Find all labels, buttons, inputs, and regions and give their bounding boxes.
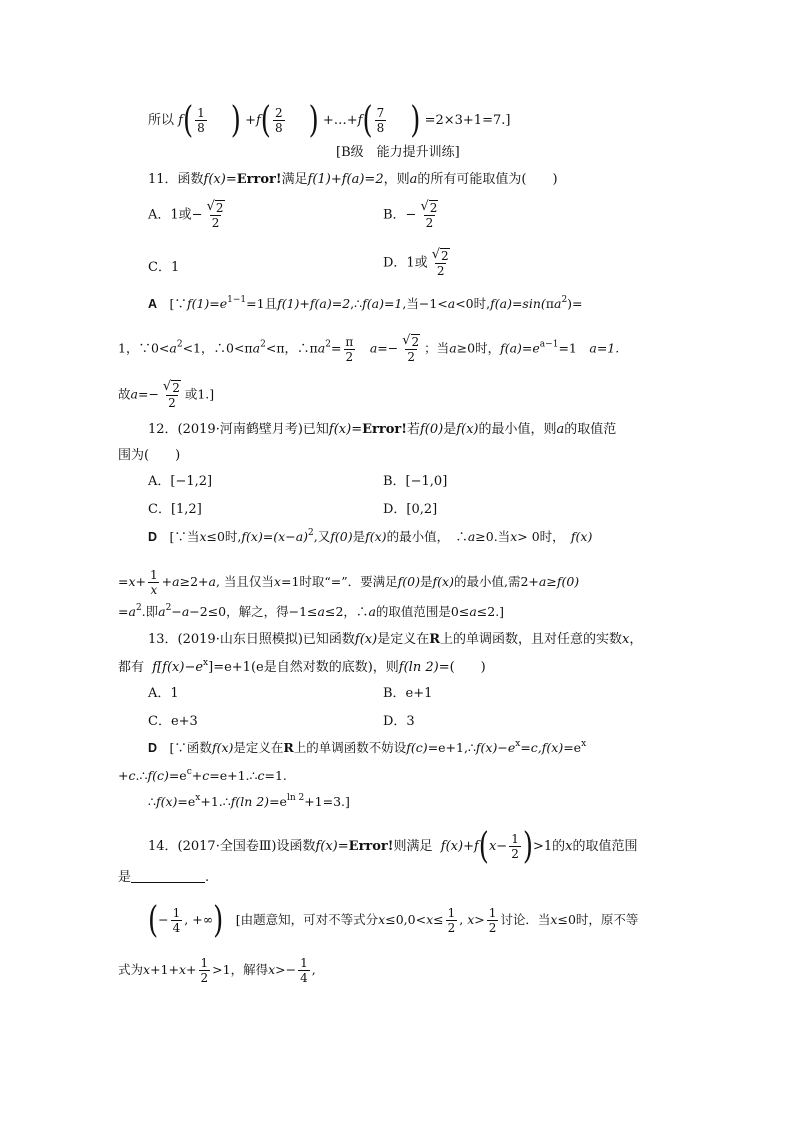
question-12-option-a: A．[−1,2] [148,474,213,489]
question-11-option-c: C．1 [148,260,180,275]
section-title: [B级 能力提升训练] [336,145,460,160]
answer-13-letter: D [148,741,158,755]
question-12-option-c: C．[1,2] [148,502,202,517]
answer-11-line-3: 故a=− √ 2 2 或1.] [118,379,215,410]
fraction-2-8: $\frac{2}{8}$ [274,106,283,135]
question-11-stem: 11．函数f(x)=Error!满足f(1)+f(a)=2，则a的所有可能取值为( ) [148,172,558,187]
question-13-stem-cont: 都有 $f[f(x)-e^x]=e+1(e$是自然对数的底数)，则f(ln 2)=( ) [118,658,486,675]
question-14-stem-cont: 是 . [118,870,210,885]
answer-13-line-1: D [∵函数f(x)是定义在R上的单调函数不妨设$f(c)=e+1,\therefore f(x)-e^x=c,f(x)=e^x$ [148,739,587,755]
solution-line-sum: 所以 f( $\frac{1}{8}$ ) +f( $\frac{2}{8}$ ) +…+f( $\frac{7}{8}$ ) =2×3+1=7.] [148,99,511,142]
question-13-option-c: C．e+3 [148,714,198,729]
question-13-option-b: B．e+1 [383,686,433,701]
question-13-option-d: D．3 [383,714,415,729]
answer-13-line-2: $+c.\therefore f(c)=e^c+c=e+1.\therefore c=1$. [118,767,287,783]
answer-12-line-3: $=a^2$.即$a^2-a-2\le 0$，解之，得−1≤a≤2，∴a的取值范围是0≤a≤2.] [118,603,505,619]
question-12-option-d: D．[0,2] [383,502,438,517]
answer-11-line-2: 1，$\because 0<a^2<1$，$\therefore 0<\pi a^2<\pi$，$\therefore\pi a^2=$ $\frac{\pi}{2}$ a=− √ 2 2 ；当a≥0时，$f(a)=e^{a-1}=1$ a=1. [118,333,620,364]
question-12-stem: 12．(2019·河南鹤壁月考)已知f(x)=Error!若f(0)是f(x)的最小值，则a的取值范 [148,422,617,437]
answer-11-line-1: A [$\because f(1)=e^{1-1}=1$且f(1)+f(a)=2,∴f(a)=1,当−1<a<0时$,f(a)=\sin(\pi a^2)=$ [148,295,583,311]
answer-13-line-3: $\therefore f(x)=e^x+1.\therefore f(\ln$ $2)=e^{ln 2}+1=3$.] [148,793,350,809]
answer-12-line-1: D [∵当x≤0时$,f(x)=(x-a)^2$,又f(0)是f(x)的最小值， ∴a≥0.当x> 0时， f(x) [148,528,593,544]
question-13-option-a: A．1 [148,686,179,701]
question-13-stem: 13．(2019·山东日照模拟)已知函数f(x)是定义在R上的单调函数，且对任意的实数x， [148,632,643,647]
answer-blank[interactable] [131,868,205,883]
answer-14-line-2: 式为x+1+x+ $\frac{1}{2}$ >1，解得x>− $\frac{1}{4}$ , [118,956,316,985]
fraction-7-8: $\frac{7}{8}$ [376,106,385,135]
answer-12-line-2: =x+ $\frac{1}{x}$ +a≥2+a, 当且仅当x=1时取“=”．要满足f(0)是f(x)的最小值,需2+a≥f(0) [118,568,580,597]
fraction-1-8: $\frac{1}{8}$ [197,106,205,135]
question-11-option-d: D．1或 √ 2 2 [383,247,449,278]
answer-14-line-1: (− $\frac{1}{4}$ , +∞) [由题意知，可对不等式分x≤0,0<x≤ $\frac{1}{2}$ , x> $\frac{1}{2}$ 讨论．当x≤0时，原不等 [148,899,639,942]
answer-12-letter: D [148,530,158,544]
question-12-stem-cont: 围为( ) [118,448,181,463]
question-14-stem: 14．(2017·全国卷Ⅲ)设函数f(x)=Error!则满足 f(x)+f(x− $\frac{1}{2}$ )>1的x的取值范围 [148,825,638,868]
question-12-option-b: B．[−1,0] [383,474,448,489]
question-11-option-a: A．1或− √ 2 2 [148,199,224,230]
answer-11-letter: A [148,297,158,311]
question-11-option-b: B．− √ 2 2 [383,199,438,230]
